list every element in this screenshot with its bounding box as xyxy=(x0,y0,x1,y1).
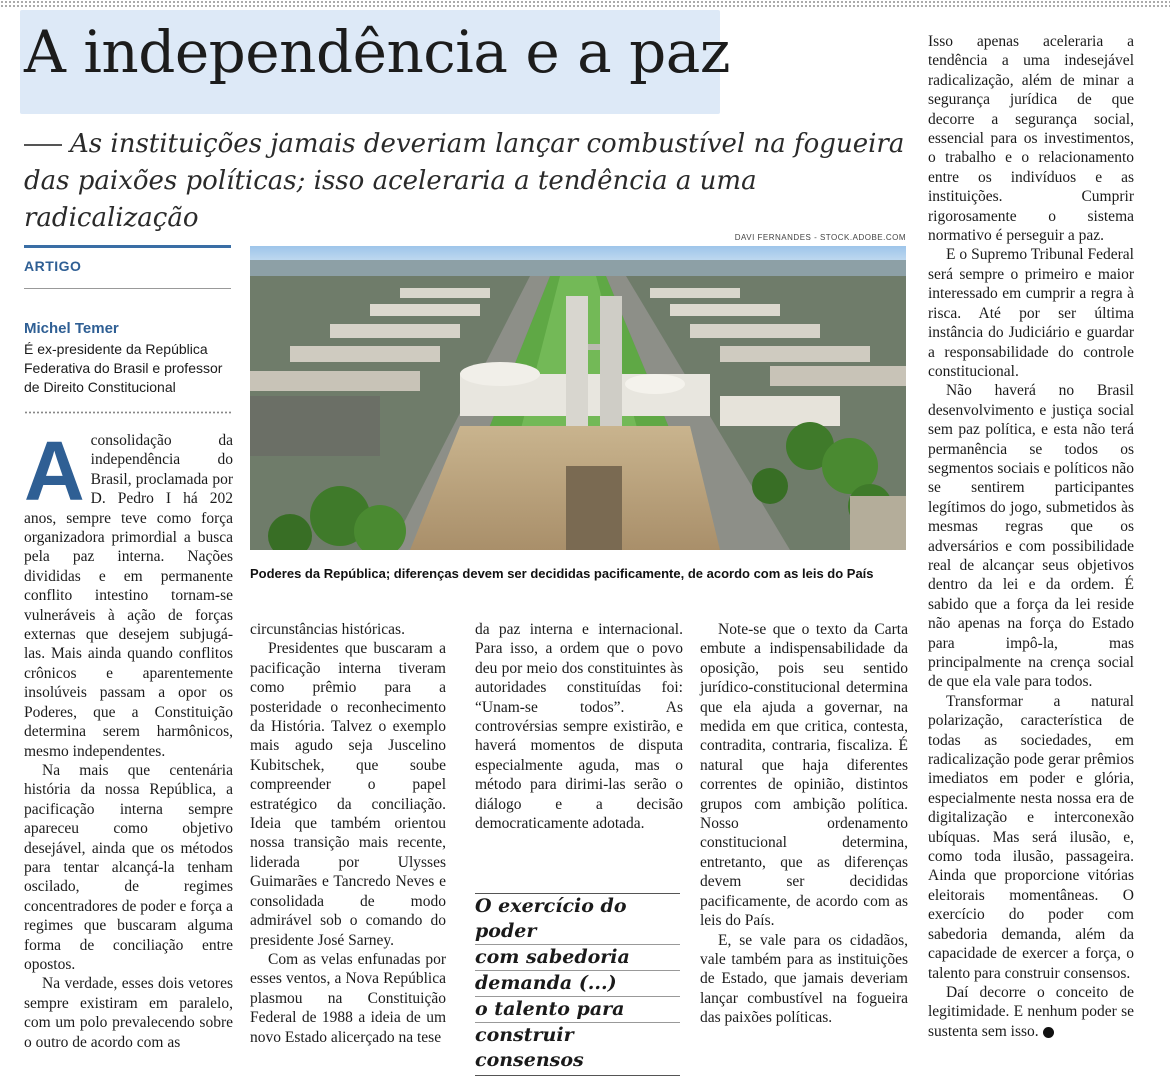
section-divider xyxy=(24,288,231,289)
paragraph: Na verdade, esses dois vetores sempre existiram em paralelo, com um polo prevalecendo sobre o outro de acordo com as xyxy=(24,975,233,1051)
photo-credit: DAVI FERNANDES - STOCK.ADOBE.COM xyxy=(734,233,906,242)
section-label: ARTIGO xyxy=(24,258,82,274)
pull-quote-line: O exercício do poder xyxy=(475,894,680,945)
deck-text: As instituições jamais deveriam lançar combustível na fogueira das paixões políticas; isso aceleraria a tendência a uma radicalização xyxy=(24,129,905,233)
headline: A independência e a paz xyxy=(24,18,730,86)
dropcap: A xyxy=(24,424,85,518)
photo-congress-brasilia xyxy=(250,246,906,550)
pull-quote-line: construir consensos xyxy=(475,1024,584,1071)
deck xyxy=(24,126,914,237)
column-4 xyxy=(700,620,908,1028)
paragraph: da paz interna e internacional. Para isso, a ordem que o povo deu por meio dos constituintes às autoridades constituídas foi: “Unam-se todos”. As controvérsias sempre existirão, e haverá momentos de disputa especialmente aguda, mas o método para dirimi-las serão o diálogo e a decisão democraticamente adotada. xyxy=(475,621,683,833)
pull-quote xyxy=(475,893,680,1076)
paragraph: Note-se que o texto da Carta embute a indispensabilidade da oposição, pois seu sentido jurídico-constitucional determina que ela ajuda a governar, na medida em que critica, contesta, contradita, contraria, fiscaliza. É natural que haja diferentes correntes de opinião, distintos grupos com ambição política. Nosso ordenamento constitucional determina, entretanto, que as diferenças devem ser decididas pacificamente, de acordo com as leis do País. xyxy=(700,621,908,930)
column-2 xyxy=(250,620,446,1047)
author-dotted-rule xyxy=(24,411,231,414)
paragraph: Transformar a natural polarização, característica de todas as sociedades, em radicalização pode gerar prêmios imediatos em poder e glória, especialmente nesta nossa era de digitalização e interconexão ubíquas. Mas será ilusão, e, como toda ilusão, passageira. Ainda que proporcione vitórias eleitorais momentâneas. O exercício do poder com sabedoria demanda, além da capacidade de exercer a força, o talento para construir consensos. xyxy=(928,692,1134,982)
top-dotted-border xyxy=(0,0,1170,8)
photo-caption: Poderes da República; diferenças devem ser decididas pacificamente, de acordo com as leis do País xyxy=(250,566,874,581)
section-rule xyxy=(24,245,231,248)
paragraph: Com as velas enfunadas por esses ventos, a Nova República plasmou na Constituição Federal de 1988 a ideia de um novo Estado alicerçado na tese xyxy=(250,950,446,1046)
pull-quote-line: com sabedoria xyxy=(475,945,680,971)
column-1 xyxy=(24,424,233,1052)
paragraph: Na mais que centenária história da nossa República, a pacificação interna sempre apareceu como objetivo desejável, ainda que os métodos para tentar alcançá-la tenham oscilado, de regimes concentradores de poder e força a regimes que buscaram alguma forma de conciliação entre opostos. xyxy=(24,761,233,973)
end-mark-icon xyxy=(1043,1027,1054,1038)
column-3 xyxy=(475,620,683,833)
paragraph: circunstâncias históricas. xyxy=(250,621,405,638)
paragraph: E o Supremo Tribunal Federal será sempre o primeiro e maior interessado em cumprir a regra à risca. Até por ser última instância do Judiciário e guardar a responsabilidade do controle constitucional. xyxy=(928,246,1134,380)
paragraph: consolidação da independência do Brasil, proclamada por D. Pedro I há 202 anos, sempre teve como força organizadora primordial a busca pela paz interna. Nações divididas e em permanente conflito intestino tornam-se vulneráveis à ação de forças externas que desejem subjugá-las. Mais ainda quando conflitos crônicos e aparentemente insolúveis passam a opor os Poderes, que a Constituição determina serem harmônicos, mesmo independentes. xyxy=(24,432,233,760)
photo-illustration xyxy=(250,246,906,550)
paragraph: E, se vale para os cidadãos, vale também para as instituições de Estado, que jamais deveriam lançar combustível na fogueira das paixões políticas. xyxy=(700,931,908,1027)
paragraph: Presidentes que buscaram a pacificação interna tiveram como prêmio para a posteridade o reconhecimento da História. Talvez o exemplo mais agudo seja Juscelino Kubitschek, que soube compreender o papel estratégico da conciliação. Ideia que também orientou nossa transição mais recente, liderada por Ulysses Guimarães e Tancredo Neves e consolidada de modo admirável sob o comando do presidente José Sarney. xyxy=(250,640,446,949)
author-bio: É ex-presidente da República Federativa do Brasil e professor de Direito Constitucional xyxy=(24,341,223,395)
pull-quote-line: o talento para xyxy=(475,997,680,1023)
column-5 xyxy=(928,32,1134,1041)
paragraph xyxy=(928,983,1134,1041)
author-name: Michel Temer xyxy=(24,320,119,337)
deck-dash xyxy=(24,144,62,146)
closing-text: Daí decorre o conceito de legitimidade. E nenhum poder se sustenta sem isso. xyxy=(928,983,1134,1040)
pull-quote-line: demanda (...) xyxy=(475,971,680,997)
paragraph: Isso apenas aceleraria a tendência a uma indesejável radicalização, além de minar a segurança jurídica de que decorre a segurança social, essencial para os investimentos, o trabalho e o relacionamento entre os indivíduos e as instituições. Cumprir rigorosamente o sistema normativo é perseguir a paz. xyxy=(928,33,1134,245)
paragraph: Não haverá no Brasil desenvolvimento e justiça social sem paz política, e esta não terá permanência se todos os segmentos sociais e políticos não se sentirem participantes legítimos do jogo, submetidos às mesmas regras que os adversários e com possibilidade real de alcançar seus objetivos dentro da lei e da ordem. É sabido que a força da lei reside não apenas na força do Estado para impô-la, mas principalmente na crença social de que ela vale para todos. xyxy=(928,382,1134,691)
